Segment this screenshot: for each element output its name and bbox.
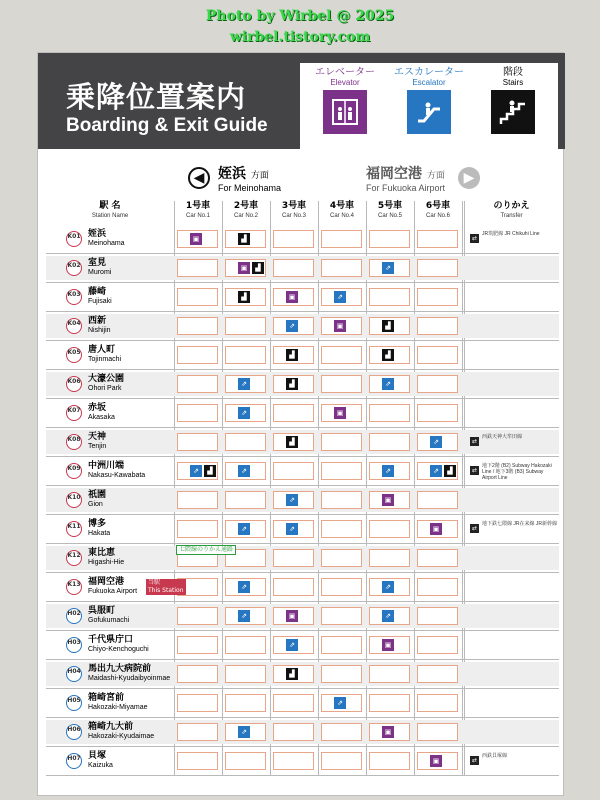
door-cell xyxy=(321,578,362,596)
door-cell xyxy=(177,752,218,770)
watermark-line1: Photo by Wirbel @ 2025 xyxy=(205,8,395,24)
door-cell xyxy=(417,520,458,538)
elevator-icon: ▣ xyxy=(382,494,394,506)
door-cell xyxy=(369,491,410,509)
station-name-en: Nakasu-Kawabata xyxy=(88,472,146,479)
transfer-text: 地下鉄七隈線 JR在来線 JR新幹線 xyxy=(482,521,558,527)
station-code-badge: K05 xyxy=(66,347,82,363)
station-row xyxy=(46,633,559,657)
car-header-5: 5号車 Car No.5 xyxy=(377,201,403,219)
door-cell xyxy=(321,665,362,683)
station-row xyxy=(46,720,559,744)
door-cell xyxy=(177,665,218,683)
station-name-jp: 大濠公園 xyxy=(88,374,125,384)
transfer-icon: ⇄ xyxy=(471,467,478,474)
station-row xyxy=(46,227,559,251)
door-cell xyxy=(225,752,266,770)
station-name-en: Hakata xyxy=(88,530,111,537)
door-cell xyxy=(177,375,218,393)
escalator-icon: ⇗ xyxy=(238,465,250,477)
elevator-icon: ▣ xyxy=(190,233,202,245)
door-cell xyxy=(369,404,410,422)
station-row xyxy=(46,285,559,309)
station-name-en: Tenjin xyxy=(88,443,107,450)
escalator-icon: ⇗ xyxy=(238,523,250,535)
station-code-badge: K06 xyxy=(66,376,82,392)
door-cell xyxy=(177,404,218,422)
escalator-icon: ⇗ xyxy=(238,610,250,622)
door-cell xyxy=(177,694,218,712)
door-cell xyxy=(321,694,362,712)
door-cell xyxy=(321,288,362,306)
transfer-text: 西鉄天神大牟田線 xyxy=(482,434,523,440)
station-name-en: Ohori Park xyxy=(88,385,122,392)
door-cell xyxy=(177,723,218,741)
door-cell xyxy=(321,317,362,335)
station-code-badge: H06 xyxy=(66,724,82,740)
station-name-en: Chiyo-Kenchoguchi xyxy=(88,646,149,653)
door-cell xyxy=(225,375,266,393)
door-cell xyxy=(177,636,218,654)
escalator-icon: ⇗ xyxy=(286,320,298,332)
station-row xyxy=(46,256,559,280)
station-name-en: Gion xyxy=(88,501,103,508)
stairs-icon: ▟ xyxy=(382,320,394,332)
elevator-icon: ▣ xyxy=(334,320,346,332)
door-cell xyxy=(369,723,410,741)
escalator-icon: ⇗ xyxy=(238,378,250,390)
elevator-icon: ▣ xyxy=(382,726,394,738)
row-divider xyxy=(46,630,559,631)
arrow-right-icon: ▶ xyxy=(458,167,480,189)
door-cell xyxy=(273,491,314,509)
station-name-jp: 箱崎宮前 xyxy=(88,693,125,703)
row-divider xyxy=(46,485,559,486)
door-cell xyxy=(369,752,410,770)
transfer-text: 西鉄貝塚線 xyxy=(482,753,508,759)
door-cell xyxy=(417,694,458,712)
door-cell xyxy=(417,317,458,335)
door-cell xyxy=(273,636,314,654)
station-name-jp: 藤崎 xyxy=(88,287,107,297)
transfer-icon: ⇄ xyxy=(471,235,478,242)
direction-left: 姪浜 方面 xyxy=(218,166,269,182)
door-cell xyxy=(177,259,218,277)
car-header-1: 1号車 Car No.1 xyxy=(185,201,211,219)
station-name-en: Fukuoka Airport xyxy=(88,588,138,595)
station-name-en: Meinohama xyxy=(88,240,125,247)
car-header-2: 2号車 Car No.2 xyxy=(233,201,259,219)
door-cell xyxy=(369,607,410,625)
station-name-en: Tojinmachi xyxy=(88,356,122,363)
station-name-jp: 中洲川端 xyxy=(88,461,125,471)
door-cell xyxy=(417,230,458,248)
door-cell xyxy=(321,636,362,654)
escalator-icon: ⇗ xyxy=(382,581,394,593)
elevator-icon: ▣ xyxy=(430,523,442,535)
station-code-badge: K09 xyxy=(66,463,82,479)
row-divider xyxy=(46,601,559,602)
row-divider xyxy=(46,398,559,399)
door-cell xyxy=(417,259,458,277)
elevator-icon: ▣ xyxy=(286,610,298,622)
stairs-icon xyxy=(491,90,535,134)
door-cell xyxy=(369,317,410,335)
direction-right-en: For Fukuoka Airport xyxy=(366,183,446,193)
door-cell xyxy=(273,723,314,741)
door-cell xyxy=(225,433,266,451)
stairs-icon: ▟ xyxy=(204,465,216,477)
direction-right: 福岡空港 方面 xyxy=(366,166,445,182)
escalator-icon: ⇗ xyxy=(238,407,250,419)
elevator-icon: ▣ xyxy=(238,262,250,274)
door-cell xyxy=(225,404,266,422)
door-cell xyxy=(321,752,362,770)
door-cell xyxy=(321,491,362,509)
station-name-jp: 室見 xyxy=(88,258,107,268)
door-cell xyxy=(225,317,266,335)
station-name-jp: 祇園 xyxy=(88,490,107,500)
elevator-icon: ▣ xyxy=(286,291,298,303)
escalator-icon: ⇗ xyxy=(286,494,298,506)
escalator-icon: ⇗ xyxy=(430,465,442,477)
stairs-icon: ▟ xyxy=(286,349,298,361)
legend-stairs: 階段 Stairs xyxy=(476,67,550,134)
door-cell xyxy=(417,404,458,422)
stairs-icon: ▟ xyxy=(238,291,250,303)
station-code-badge: H07 xyxy=(66,753,82,769)
door-cell xyxy=(225,694,266,712)
elevator-icon: ▣ xyxy=(334,407,346,419)
station-code-badge: K12 xyxy=(66,550,82,566)
title-english: Boarding & Exit Guide xyxy=(66,115,268,136)
row-divider xyxy=(46,572,559,573)
row-divider xyxy=(46,340,559,341)
transfer-text: JR筑肥線 JR Chikuhi Line xyxy=(482,231,540,237)
stairs-icon: ▟ xyxy=(382,349,394,361)
nanakuma-transfer-note: 七隈線のりかえ通路 xyxy=(176,545,236,555)
stairs-icon: ▟ xyxy=(444,465,456,477)
station-code-badge: K11 xyxy=(66,521,82,537)
door-cell xyxy=(369,578,410,596)
door-cell xyxy=(225,288,266,306)
door-cell xyxy=(177,288,218,306)
door-cell xyxy=(369,665,410,683)
row-divider xyxy=(46,717,559,718)
door-cell xyxy=(225,607,266,625)
station-column-header: 駅 名 Station Name xyxy=(91,201,129,219)
station-code-badge: K10 xyxy=(66,492,82,508)
station-code-badge: H04 xyxy=(66,666,82,682)
door-cell xyxy=(417,723,458,741)
door-cell xyxy=(417,665,458,683)
transfer-icon: ⇄ xyxy=(471,525,478,532)
station-name-jp: 天神 xyxy=(88,432,107,442)
escalator-icon: ⇗ xyxy=(238,581,250,593)
transfer-text: 地下2階 (B2) Subway Hakozaki Line / 地下3階 (B3) Subway Airport Line xyxy=(482,463,552,481)
row-divider xyxy=(46,369,559,370)
door-cell xyxy=(369,462,410,480)
door-cell xyxy=(369,694,410,712)
station-code-badge: K01 xyxy=(66,231,82,247)
door-cell xyxy=(177,607,218,625)
door-cell xyxy=(417,462,458,480)
door-cell xyxy=(177,433,218,451)
door-cell xyxy=(321,723,362,741)
door-cell xyxy=(321,259,362,277)
elevator-icon xyxy=(323,90,367,134)
row-divider xyxy=(46,514,559,515)
station-name-jp: 呉服町 xyxy=(88,606,116,616)
station-row xyxy=(46,749,559,773)
station-code-badge: H02 xyxy=(66,608,82,624)
escalator-icon: ⇗ xyxy=(334,291,346,303)
door-cell xyxy=(273,346,314,364)
door-cell xyxy=(225,665,266,683)
stairs-icon: ▟ xyxy=(238,233,250,245)
door-cell xyxy=(369,346,410,364)
title-japanese: 乗降位置案内 xyxy=(66,80,247,114)
escalator-icon: ⇗ xyxy=(286,523,298,535)
escalator-icon: ⇗ xyxy=(286,639,298,651)
station-name-jp: 貝塚 xyxy=(88,751,107,761)
door-cell xyxy=(369,636,410,654)
transfer-icon: ⇄ xyxy=(471,757,478,764)
row-divider xyxy=(46,311,559,312)
escalator-icon: ⇗ xyxy=(190,465,202,477)
escalator-icon: ⇗ xyxy=(382,465,394,477)
station-name-jp: 福岡空港 xyxy=(88,577,125,587)
escalator-icon: ⇗ xyxy=(382,610,394,622)
door-cell xyxy=(177,230,218,248)
row-divider xyxy=(46,282,559,283)
door-cell xyxy=(177,346,218,364)
row-divider xyxy=(46,775,559,776)
escalator-icon: ⇗ xyxy=(382,262,394,274)
door-cell xyxy=(225,520,266,538)
door-cell xyxy=(273,665,314,683)
station-row xyxy=(46,314,559,338)
station-name-en: Akasaka xyxy=(88,414,115,421)
station-name-jp: 箱崎九大前 xyxy=(88,722,134,732)
station-code-badge: K08 xyxy=(66,434,82,450)
legend-elevator: エレベーター Elevator xyxy=(308,67,382,134)
door-cell xyxy=(177,491,218,509)
escalator-icon: ⇗ xyxy=(238,726,250,738)
board-header xyxy=(38,53,565,149)
door-cell xyxy=(417,752,458,770)
door-cell xyxy=(321,462,362,480)
door-cell xyxy=(321,346,362,364)
door-cell xyxy=(273,520,314,538)
stairs-icon: ▟ xyxy=(286,436,298,448)
direction-bar xyxy=(38,159,565,199)
door-cell xyxy=(369,520,410,538)
stairs-icon: ▟ xyxy=(286,668,298,680)
station-row xyxy=(46,546,559,570)
station-name-en: Muromi xyxy=(88,269,112,276)
door-cell xyxy=(321,520,362,538)
door-cell xyxy=(417,491,458,509)
door-cell xyxy=(273,317,314,335)
door-cell xyxy=(273,752,314,770)
legend-escalator: エスカレーター Escalator xyxy=(392,67,466,134)
door-cell xyxy=(321,607,362,625)
station-code-badge: K02 xyxy=(66,260,82,276)
station-row xyxy=(46,401,559,425)
door-cell xyxy=(417,636,458,654)
station-name-en: Higashi-Hie xyxy=(88,559,125,566)
door-cell xyxy=(273,694,314,712)
door-cell xyxy=(369,230,410,248)
door-cell xyxy=(273,578,314,596)
legend xyxy=(300,63,558,149)
station-row xyxy=(46,430,559,454)
station-code-badge: K03 xyxy=(66,289,82,305)
door-cell xyxy=(225,578,266,596)
door-cell xyxy=(417,607,458,625)
door-cell xyxy=(273,433,314,451)
station-name-jp: 姪浜 xyxy=(88,229,107,239)
door-cell xyxy=(177,317,218,335)
row-divider xyxy=(46,543,559,544)
station-name-jp: 博多 xyxy=(88,519,107,529)
station-row xyxy=(46,662,559,686)
door-cell xyxy=(273,607,314,625)
door-cell xyxy=(417,288,458,306)
station-row xyxy=(46,459,559,483)
station-name-en: Nishijin xyxy=(88,327,111,334)
watermark-line2: wirbel.tistory.com xyxy=(229,29,371,45)
row-divider xyxy=(46,659,559,660)
station-name-en: Hakozaki-Miyamae xyxy=(88,704,148,711)
station-code-badge: K04 xyxy=(66,318,82,334)
station-row xyxy=(46,575,559,599)
door-cell xyxy=(177,520,218,538)
transfer-icon: ⇄ xyxy=(471,438,478,445)
escalator-icon: ⇗ xyxy=(334,697,346,709)
door-cell xyxy=(321,404,362,422)
row-divider xyxy=(46,456,559,457)
door-cell xyxy=(225,346,266,364)
door-cell xyxy=(225,462,266,480)
door-cell xyxy=(225,491,266,509)
door-cell xyxy=(177,462,218,480)
station-name-en: Hakozaki-Kyudaimae xyxy=(88,733,155,740)
elevator-icon: ▣ xyxy=(430,755,442,767)
station-name-jp: 馬出九大病院前 xyxy=(88,664,152,674)
door-cell xyxy=(369,288,410,306)
row-divider xyxy=(46,427,559,428)
door-cell xyxy=(417,578,458,596)
station-row xyxy=(46,604,559,628)
door-cell xyxy=(273,404,314,422)
door-cell xyxy=(417,346,458,364)
door-cell xyxy=(369,259,410,277)
door-cell xyxy=(369,433,410,451)
door-cell xyxy=(273,230,314,248)
station-name-jp: 千代県庁口 xyxy=(88,635,134,645)
this-station-tag: 当駅 This Station xyxy=(148,579,184,594)
row-divider xyxy=(46,253,559,254)
escalator-icon: ⇗ xyxy=(430,436,442,448)
station-code-badge: H03 xyxy=(66,637,82,653)
door-cell xyxy=(369,375,410,393)
door-cell xyxy=(417,433,458,451)
door-cell xyxy=(321,549,362,567)
car-header-6: 6号車 Car No.6 xyxy=(425,201,451,219)
door-cell xyxy=(273,288,314,306)
station-row xyxy=(46,691,559,715)
station-name-jp: 西新 xyxy=(88,316,107,326)
door-cell xyxy=(225,230,266,248)
station-row xyxy=(46,488,559,512)
escalator-icon: ⇗ xyxy=(382,378,394,390)
station-row xyxy=(46,372,559,396)
escalator-icon xyxy=(407,90,451,134)
car-header-3: 3号車 Car No.3 xyxy=(281,201,307,219)
transfer-column-header: のりかえ Transfer xyxy=(493,201,530,219)
door-cell xyxy=(417,375,458,393)
door-cell xyxy=(273,259,314,277)
station-name-jp: 赤坂 xyxy=(88,403,107,413)
door-cell xyxy=(321,375,362,393)
car-header-4: 4号車 Car No.4 xyxy=(329,201,355,219)
elevator-icon: ▣ xyxy=(382,639,394,651)
row-divider xyxy=(46,746,559,747)
door-cell xyxy=(225,259,266,277)
station-row xyxy=(46,343,559,367)
arrow-left-icon: ◀ xyxy=(188,167,210,189)
station-code-badge: H05 xyxy=(66,695,82,711)
door-cell xyxy=(369,549,410,567)
door-cell xyxy=(225,636,266,654)
station-code-badge: K13 xyxy=(66,579,82,595)
station-code-badge: K07 xyxy=(66,405,82,421)
door-cell xyxy=(321,433,362,451)
direction-left-en: For Meinohama xyxy=(218,183,282,193)
station-name-jp: 東比恵 xyxy=(88,548,116,558)
row-divider xyxy=(46,688,559,689)
station-name-en: Gofukumachi xyxy=(88,617,130,624)
station-name-en: Kaizuka xyxy=(88,762,113,769)
door-cell xyxy=(417,549,458,567)
door-cell xyxy=(225,723,266,741)
door-cell xyxy=(273,462,314,480)
boarding-table xyxy=(46,201,559,775)
station-name-jp: 唐人町 xyxy=(88,345,116,355)
door-cell xyxy=(321,230,362,248)
door-cell xyxy=(273,549,314,567)
boarding-exit-board xyxy=(37,52,564,796)
station-name-en: Fujisaki xyxy=(88,298,112,305)
station-name-en: Maidashi-Kyudaibyoinmae xyxy=(88,675,171,682)
door-cell xyxy=(273,375,314,393)
stairs-icon: ▟ xyxy=(252,262,264,274)
stairs-icon: ▟ xyxy=(286,378,298,390)
